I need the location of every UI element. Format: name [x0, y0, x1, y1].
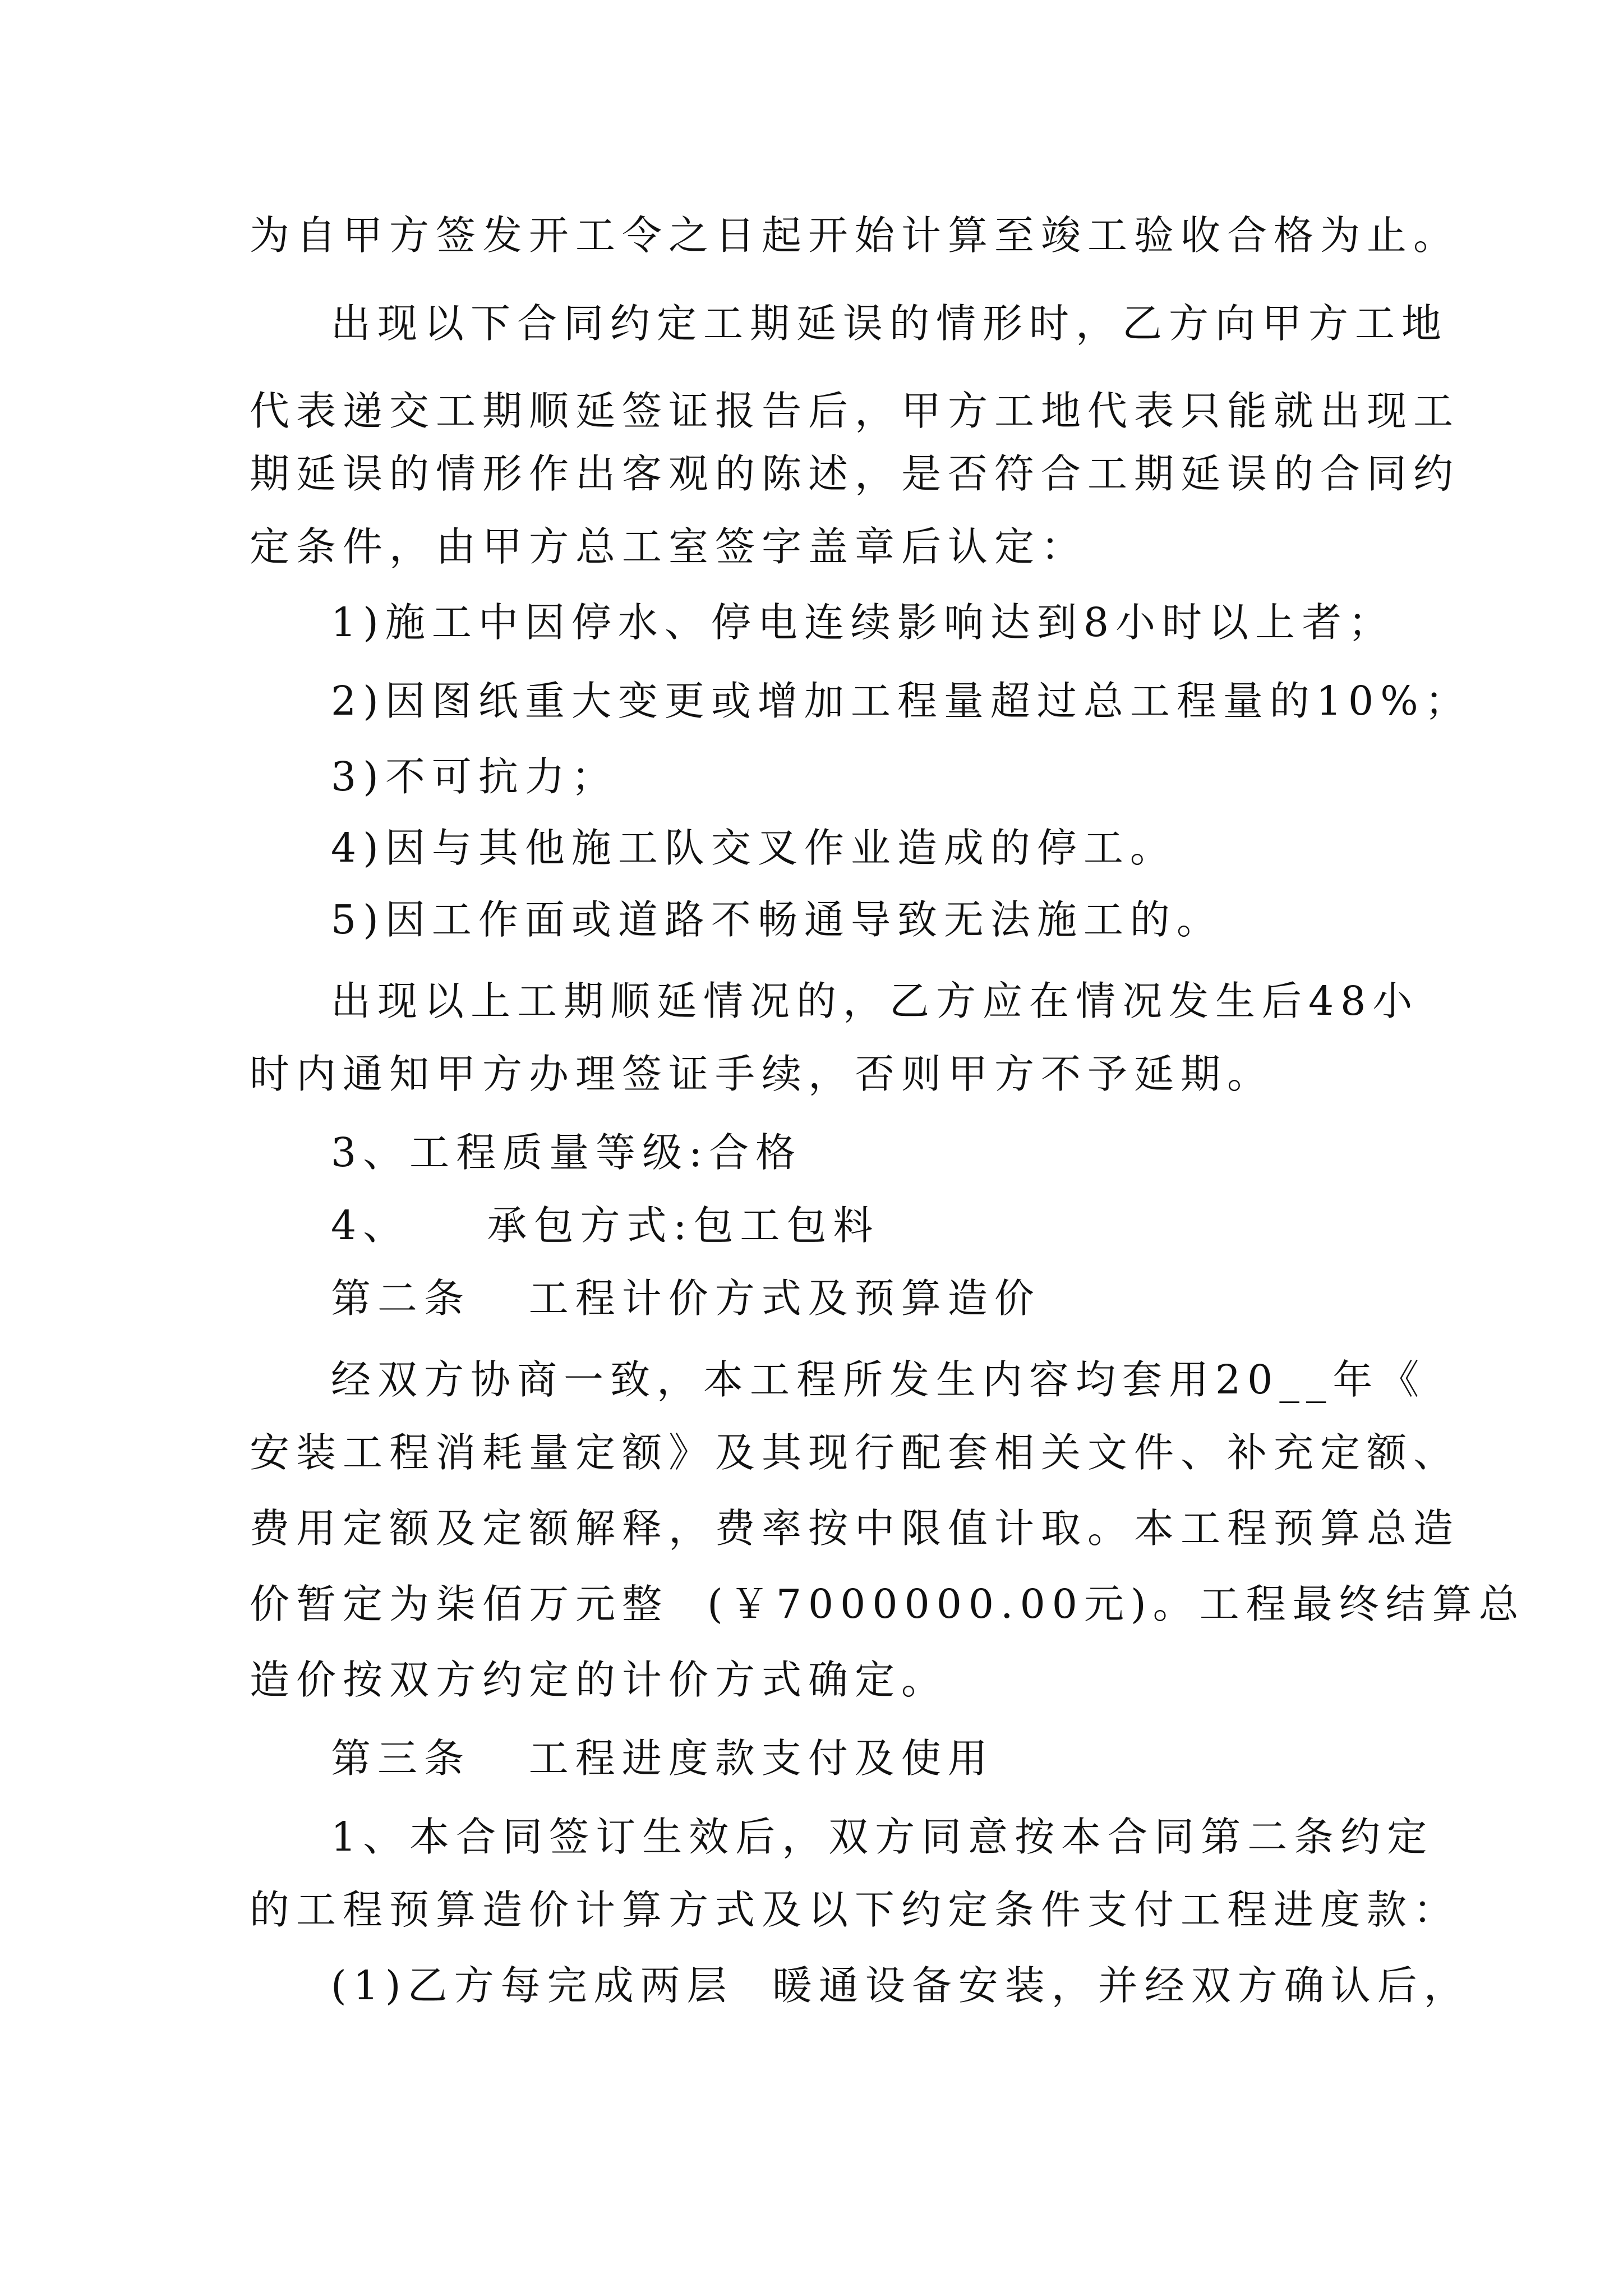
- list-item: 4)因与其他施工队交叉作业造成的停工。: [331, 825, 1177, 871]
- paragraph-line: 出现以下合同约定工期延误的情形时，乙方向甲方工地: [331, 300, 1449, 347]
- paragraph-line: 安装工程消耗量定额》及其现行配套相关文件、补充定额、: [250, 1429, 1460, 1476]
- list-item: 1)施工中因停水、停电连续影响达到8小时以上者；: [331, 599, 1395, 646]
- list-item: 3)不可抗力；: [331, 753, 618, 800]
- paragraph-line: 期延误的情形作出客观的陈述，是否符合工期延误的合同约: [250, 450, 1460, 497]
- paragraph-line: 费用定额及定额解释，费率按中限值计取。本工程预算总造: [250, 1505, 1460, 1552]
- paragraph-line: 1、本合同签订生效后，双方同意按本合同第二条约定: [331, 1814, 1434, 1860]
- paragraph-line: 代表递交工期顺延签证报告后，甲方工地代表只能就出现工: [250, 388, 1460, 434]
- paragraph-line: 定条件，由甲方总工室签字盖章后认定：: [250, 523, 1088, 570]
- paragraph-line: (1)乙方每完成两层 暖通设备安装，并经双方确认后，: [331, 1962, 1470, 2009]
- paragraph-line: 的工程预算造价计算方式及以下约定条件支付工程进度款：: [250, 1887, 1460, 1933]
- paragraph-line: 造价按双方约定的计价方式确定。: [250, 1657, 948, 1703]
- list-item: 2)因图纸重大变更或增加工程量超过总工程量的10%；: [331, 678, 1472, 724]
- section-heading: 第二条 工程计价方式及预算造价: [331, 1275, 1041, 1322]
- paragraph-line: 为自甲方签发开工令之日起开始计算至竣工验收合格为止。: [250, 212, 1460, 259]
- list-item: 5)因工作面或道路不畅通导致无法施工的。: [331, 896, 1223, 943]
- paragraph-line: 经双方协商一致，本工程所发生内容均套用20__年《: [331, 1356, 1426, 1403]
- paragraph-line: 价暂定为柒佰万元整 (￥7000000.00元)。工程最终结算总: [250, 1581, 1525, 1627]
- paragraph-line: 时内通知甲方办理签证手续，否则甲方不予延期。: [250, 1051, 1274, 1097]
- section-heading: 第三条 工程进度款支付及使用: [331, 1735, 994, 1782]
- paragraph-line: 出现以上工期顺延情况的，乙方应在情况发生后48小: [331, 978, 1419, 1024]
- clause-item: 3、工程质量等级:合格: [331, 1129, 803, 1176]
- clause-item: 4、 承包方式:包工包料: [331, 1202, 880, 1249]
